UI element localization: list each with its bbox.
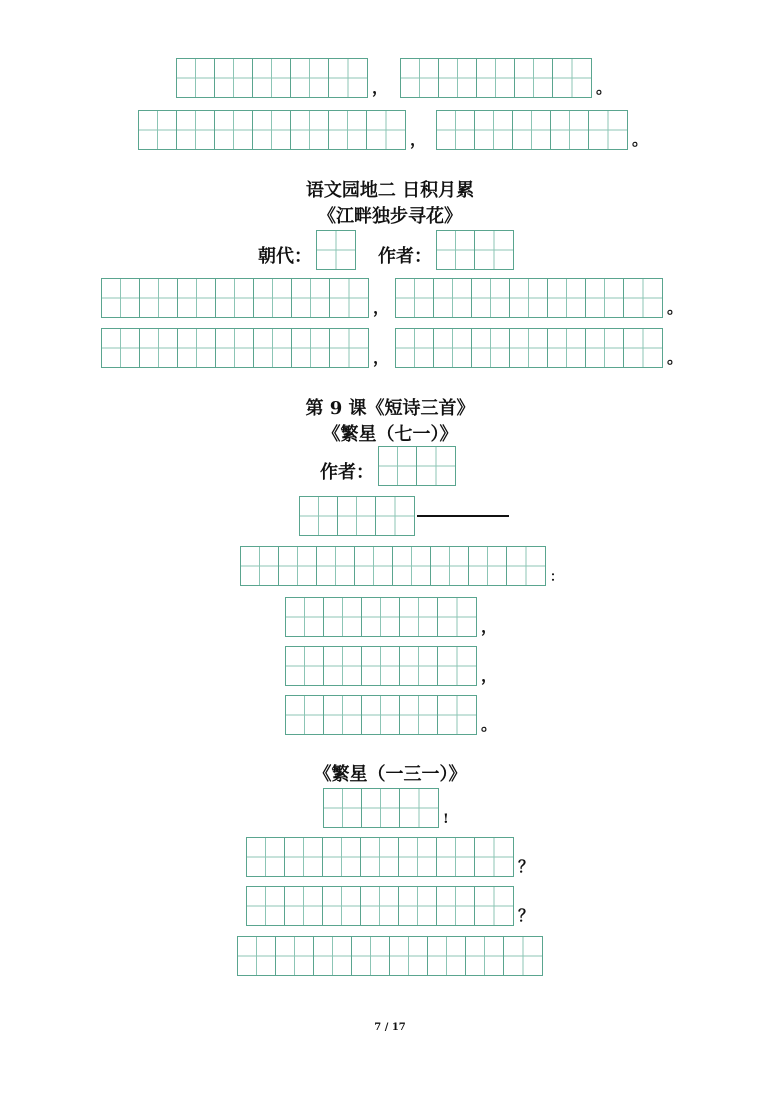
- comma-mark: ，: [372, 78, 389, 97]
- comma-mark: ，: [373, 298, 390, 317]
- dash-line: [417, 515, 509, 517]
- period-mark: 。: [481, 715, 498, 734]
- comma-mark: ，: [410, 130, 427, 149]
- author-row: [320, 446, 456, 486]
- period-mark: 。: [596, 78, 613, 97]
- writing-grid[interactable]: [101, 328, 369, 368]
- comma-mark: ，: [481, 617, 498, 636]
- author-label: 作者：: [378, 246, 432, 267]
- author-grid[interactable]: [436, 230, 514, 270]
- page-number: 7 / 17: [374, 1022, 406, 1033]
- writing-row-7: [285, 597, 497, 637]
- exclamation-mark: !: [443, 812, 449, 827]
- writing-grid[interactable]: [323, 788, 439, 828]
- writing-grid[interactable]: [299, 496, 415, 536]
- poem-title: 《江畔独步寻花》: [318, 206, 462, 227]
- question-mark: ？: [518, 857, 535, 876]
- author-label: 作者：: [320, 462, 374, 483]
- writing-row-4: [101, 328, 683, 368]
- writing-grid[interactable]: [436, 110, 628, 150]
- comma-mark: ，: [373, 348, 390, 367]
- writing-row-6: [240, 546, 563, 586]
- dynasty-grid[interactable]: [316, 230, 356, 270]
- writing-grid[interactable]: [138, 110, 406, 150]
- writing-grid[interactable]: [246, 837, 514, 877]
- section-heading: 语文园地二 日积月累: [305, 180, 475, 201]
- writing-row-11: [246, 837, 534, 877]
- writing-grid[interactable]: [101, 278, 369, 318]
- writing-row-5: [299, 496, 509, 536]
- writing-row-1: [176, 58, 612, 98]
- writing-grid[interactable]: [237, 936, 543, 976]
- dynasty-label: 朝代：: [258, 246, 312, 267]
- writing-row-2: [138, 110, 648, 150]
- writing-row-9: [285, 695, 497, 735]
- question-mark: ？: [518, 906, 535, 925]
- writing-grid[interactable]: [285, 695, 477, 735]
- writing-grid[interactable]: [395, 278, 663, 318]
- comma-mark: ，: [481, 666, 498, 685]
- writing-grid[interactable]: [246, 886, 514, 926]
- writing-grid[interactable]: [176, 58, 368, 98]
- poem-title: 《繁星（七一）》: [322, 424, 458, 445]
- writing-row-10: [323, 788, 449, 828]
- poem-title: 《繁星（一三一）》: [313, 764, 467, 785]
- writing-row-3: [101, 278, 683, 318]
- author-grid[interactable]: [378, 446, 456, 486]
- writing-row-12: [246, 886, 534, 926]
- writing-grid[interactable]: [400, 58, 592, 98]
- writing-grid[interactable]: [285, 646, 477, 686]
- writing-grid[interactable]: [285, 597, 477, 637]
- writing-grid[interactable]: [395, 328, 663, 368]
- period-mark: 。: [667, 348, 684, 367]
- writing-grid[interactable]: [240, 546, 546, 586]
- period-mark: 。: [632, 130, 649, 149]
- writing-row-13: [237, 936, 543, 976]
- period-mark: 。: [667, 298, 684, 317]
- colon-mark: ：: [550, 570, 564, 585]
- dynasty-author-row: [258, 230, 514, 270]
- section-heading: 第 9 课《短诗三首》: [305, 398, 475, 419]
- writing-row-8: [285, 646, 497, 686]
